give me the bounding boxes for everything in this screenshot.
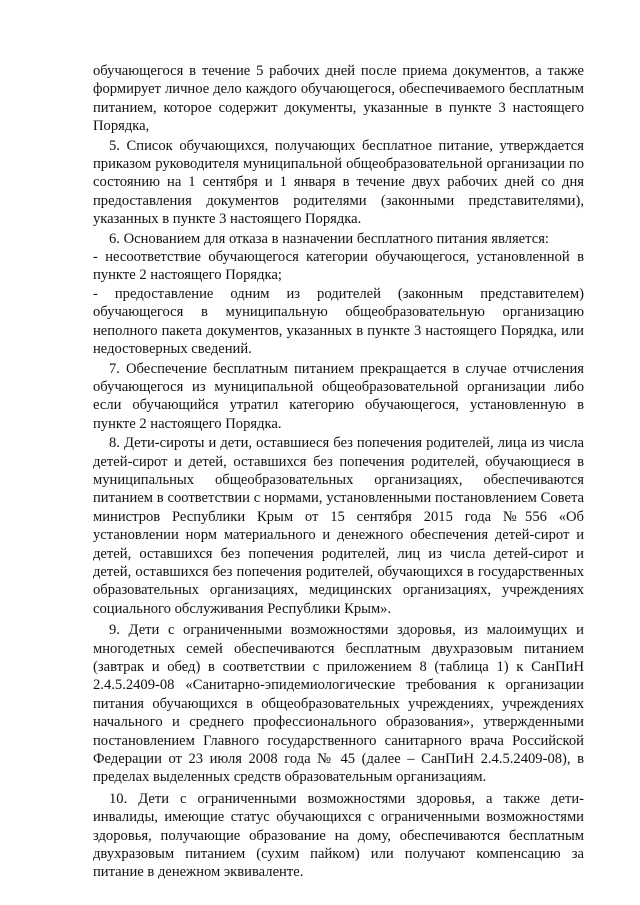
- paragraph-item-9: 9. Дети с ограниченными возможностями здоровья, из малоимущих и многодетных семей обеспечиваются бесплатным двухразовым питанием (завтрак и обед) в соответствии с приложением 8 (таблица 1) к СанПиН 2.4.5.2409-08 «Санитарно-эпидемиологические требования к организации питания обучающихся в общеобразовательных учреждениях, учреждениях начального и среднего профессионального образования», утвержденными постановлением Главного государственного санитарного врача Российской Федерации от 23 июля 2008 года № 45 (далее – СанПиН 2.4.5.2409-08), в пределах выделенных средств образовательным организациям.: [93, 622, 584, 786]
- list-item-refusal-reason-1: - несоответствие обучающегося категории обучающегося, установленной в пункте 2 настоящего Порядка;: [93, 249, 584, 284]
- paragraph-item-8: 8. Дети-сироты и дети, оставшиеся без попечения родителей, лица из числа детей-сирот и детей, оставшихся без попечения родителей, обучающиеся в муниципальных общеобразовательных организациях, обеспечиваются питанием в соответствии с нормами, установленными постановлением Совета министров Республики Крым от 15 сентября 2015 года №556 «Об установлении норм материального и денежного обеспечения детей-сирот и детей, оставшихся без попечения родителей, лиц из числа детей-сирот и детей, оставшихся без попечения родителей, обучающихся в государственных образовательных организациях, медицинских организациях, учреждениях социального обслуживания Республики Крым».: [93, 435, 584, 617]
- paragraph-item-10: 10. Дети с ограниченными возможностями здоровья, а также дети-инвалиды, имеющие статус обучающихся с ограниченными возможностями здоровья, получающие образование на дому, обеспечиваются бесплатным двухразовым питанием (сухим пайком) или получают компенсацию за питание в денежном эквиваленте.: [93, 790, 584, 881]
- paragraph-item-7: 7. Обеспечение бесплатным питанием прекращается в случае отчисления обучающегося из муниципальной общеобразовательной организации либо если обучающийся утратил категорию обучающегося, установленную в пункте 2 настоящего Порядка.: [93, 360, 584, 432]
- paragraph-item-6: 6. Основанием для отказа в назначении бесплатного питания является:: [109, 230, 549, 247]
- paragraph-item-5: 5. Список обучающихся, получающих бесплатное питание, утверждается приказом руководителя муниципальной общеобразовательной организации по состоянию на 1 сентября и 1 января в течение двух рабочих дней со дня предоставления документов родителями (законными представителями), указанных в пункте 3 настоящего Порядка.: [93, 137, 584, 228]
- list-item-refusal-reason-2: - предоставление одним из родителей (законным представителем) обучающегося в муниципальную общеобразовательную организацию неполного пакета документов, указанных в пункте 3 настоящего Порядка, или недостоверных сведений.: [93, 285, 584, 358]
- paragraph-continuation: обучающегося в течение 5 рабочих дней после приема документов, а также формирует личное дело каждого обучающегося, обеспечиваемого бесплатным питанием, которое содержит документы, указанные в пункте 3 настоящего Порядка,: [93, 63, 584, 135]
